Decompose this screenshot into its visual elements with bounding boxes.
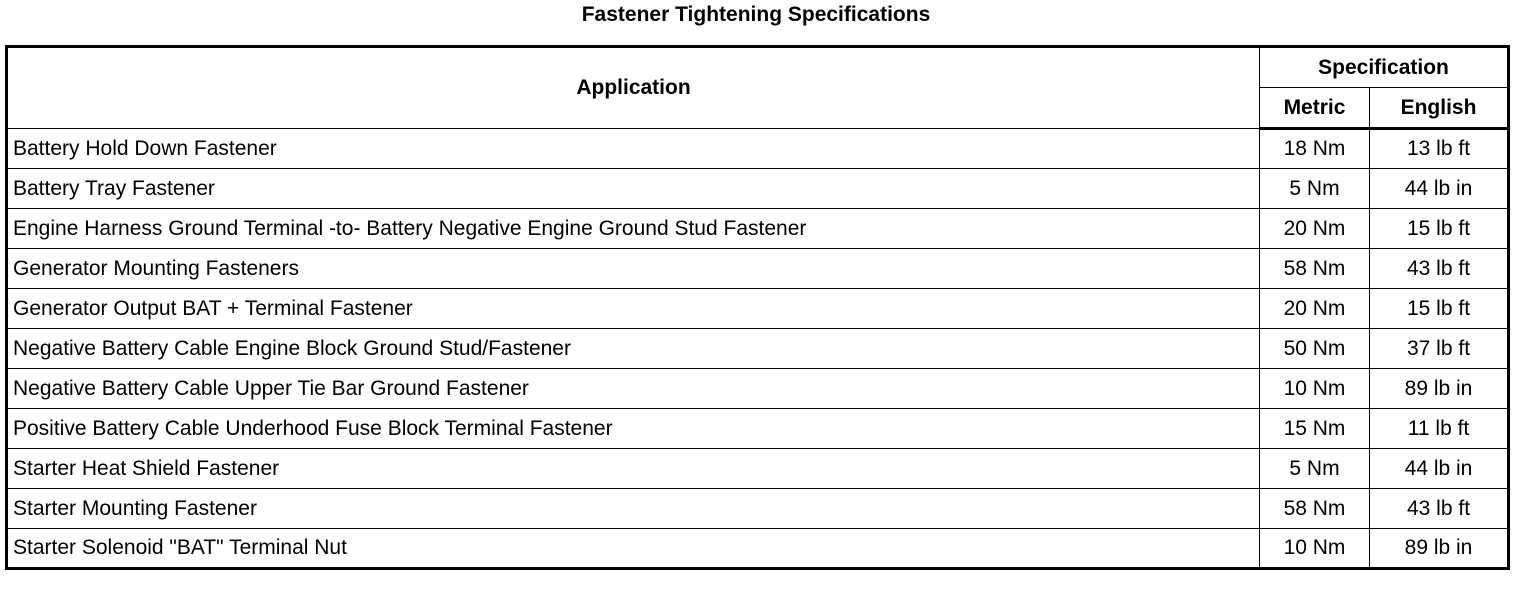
- page-title: Fastener Tightening Specifications: [581, 3, 931, 26]
- cell-metric: 5 Nm: [1260, 449, 1370, 489]
- column-header-english: English: [1370, 88, 1509, 129]
- cell-application: Starter Heat Shield Fastener: [7, 449, 1260, 489]
- table-row: [7, 449, 1509, 489]
- cell-metric: 10 Nm: [1260, 529, 1370, 569]
- cell-application: Engine Harness Ground Terminal -to- Battery Negative Engine Ground Stud Fastener: [7, 209, 1260, 249]
- cell-english: 89 lb in: [1370, 529, 1509, 569]
- cell-application: Battery Tray Fastener: [7, 169, 1260, 209]
- table-row: [7, 169, 1509, 209]
- cell-english: 11 lb ft: [1370, 409, 1509, 449]
- table-header-row: [7, 47, 1509, 88]
- column-header-application: Application: [7, 47, 1260, 129]
- table-row: [7, 529, 1509, 569]
- cell-english: 43 lb ft: [1370, 489, 1509, 529]
- cell-english: 13 lb ft: [1370, 129, 1509, 169]
- cell-application: Generator Mounting Fasteners: [7, 249, 1260, 289]
- cell-metric: 58 Nm: [1260, 249, 1370, 289]
- cell-english: 15 lb ft: [1370, 209, 1509, 249]
- table-row: [7, 249, 1509, 289]
- cell-application: Generator Output BAT + Terminal Fastener: [7, 289, 1260, 329]
- cell-metric: 20 Nm: [1260, 289, 1370, 329]
- cell-metric: 18 Nm: [1260, 129, 1370, 169]
- cell-application: Starter Mounting Fastener: [7, 489, 1260, 529]
- table-row: [7, 369, 1509, 409]
- cell-metric: 58 Nm: [1260, 489, 1370, 529]
- table-row: [7, 409, 1509, 449]
- column-header-specification: Specification: [1260, 47, 1509, 88]
- cell-application: Battery Hold Down Fastener: [7, 129, 1260, 169]
- table-row: [7, 329, 1509, 369]
- cell-english: 89 lb in: [1370, 369, 1509, 409]
- cell-english: 37 lb ft: [1370, 329, 1509, 369]
- cell-metric: 20 Nm: [1260, 209, 1370, 249]
- cell-metric: 50 Nm: [1260, 329, 1370, 369]
- table-row: [7, 489, 1509, 529]
- cell-english: 44 lb in: [1370, 449, 1509, 489]
- cell-application: Negative Battery Cable Upper Tie Bar Ground Fastener: [7, 369, 1260, 409]
- table-row: [7, 209, 1509, 249]
- cell-english: 43 lb ft: [1370, 249, 1509, 289]
- cell-english: 15 lb ft: [1370, 289, 1509, 329]
- table-row: [7, 289, 1509, 329]
- cell-metric: 10 Nm: [1260, 369, 1370, 409]
- column-header-metric: Metric: [1260, 88, 1370, 129]
- cell-english: 44 lb in: [1370, 169, 1509, 209]
- table-row: [7, 129, 1509, 169]
- cell-metric: 15 Nm: [1260, 409, 1370, 449]
- cell-application: Positive Battery Cable Underhood Fuse Block Terminal Fastener: [7, 409, 1260, 449]
- cell-application: Negative Battery Cable Engine Block Ground Stud/Fastener: [7, 329, 1260, 369]
- cell-metric: 5 Nm: [1260, 169, 1370, 209]
- specifications-table: [5, 45, 1510, 570]
- cell-application: Starter Solenoid "BAT" Terminal Nut: [7, 529, 1260, 569]
